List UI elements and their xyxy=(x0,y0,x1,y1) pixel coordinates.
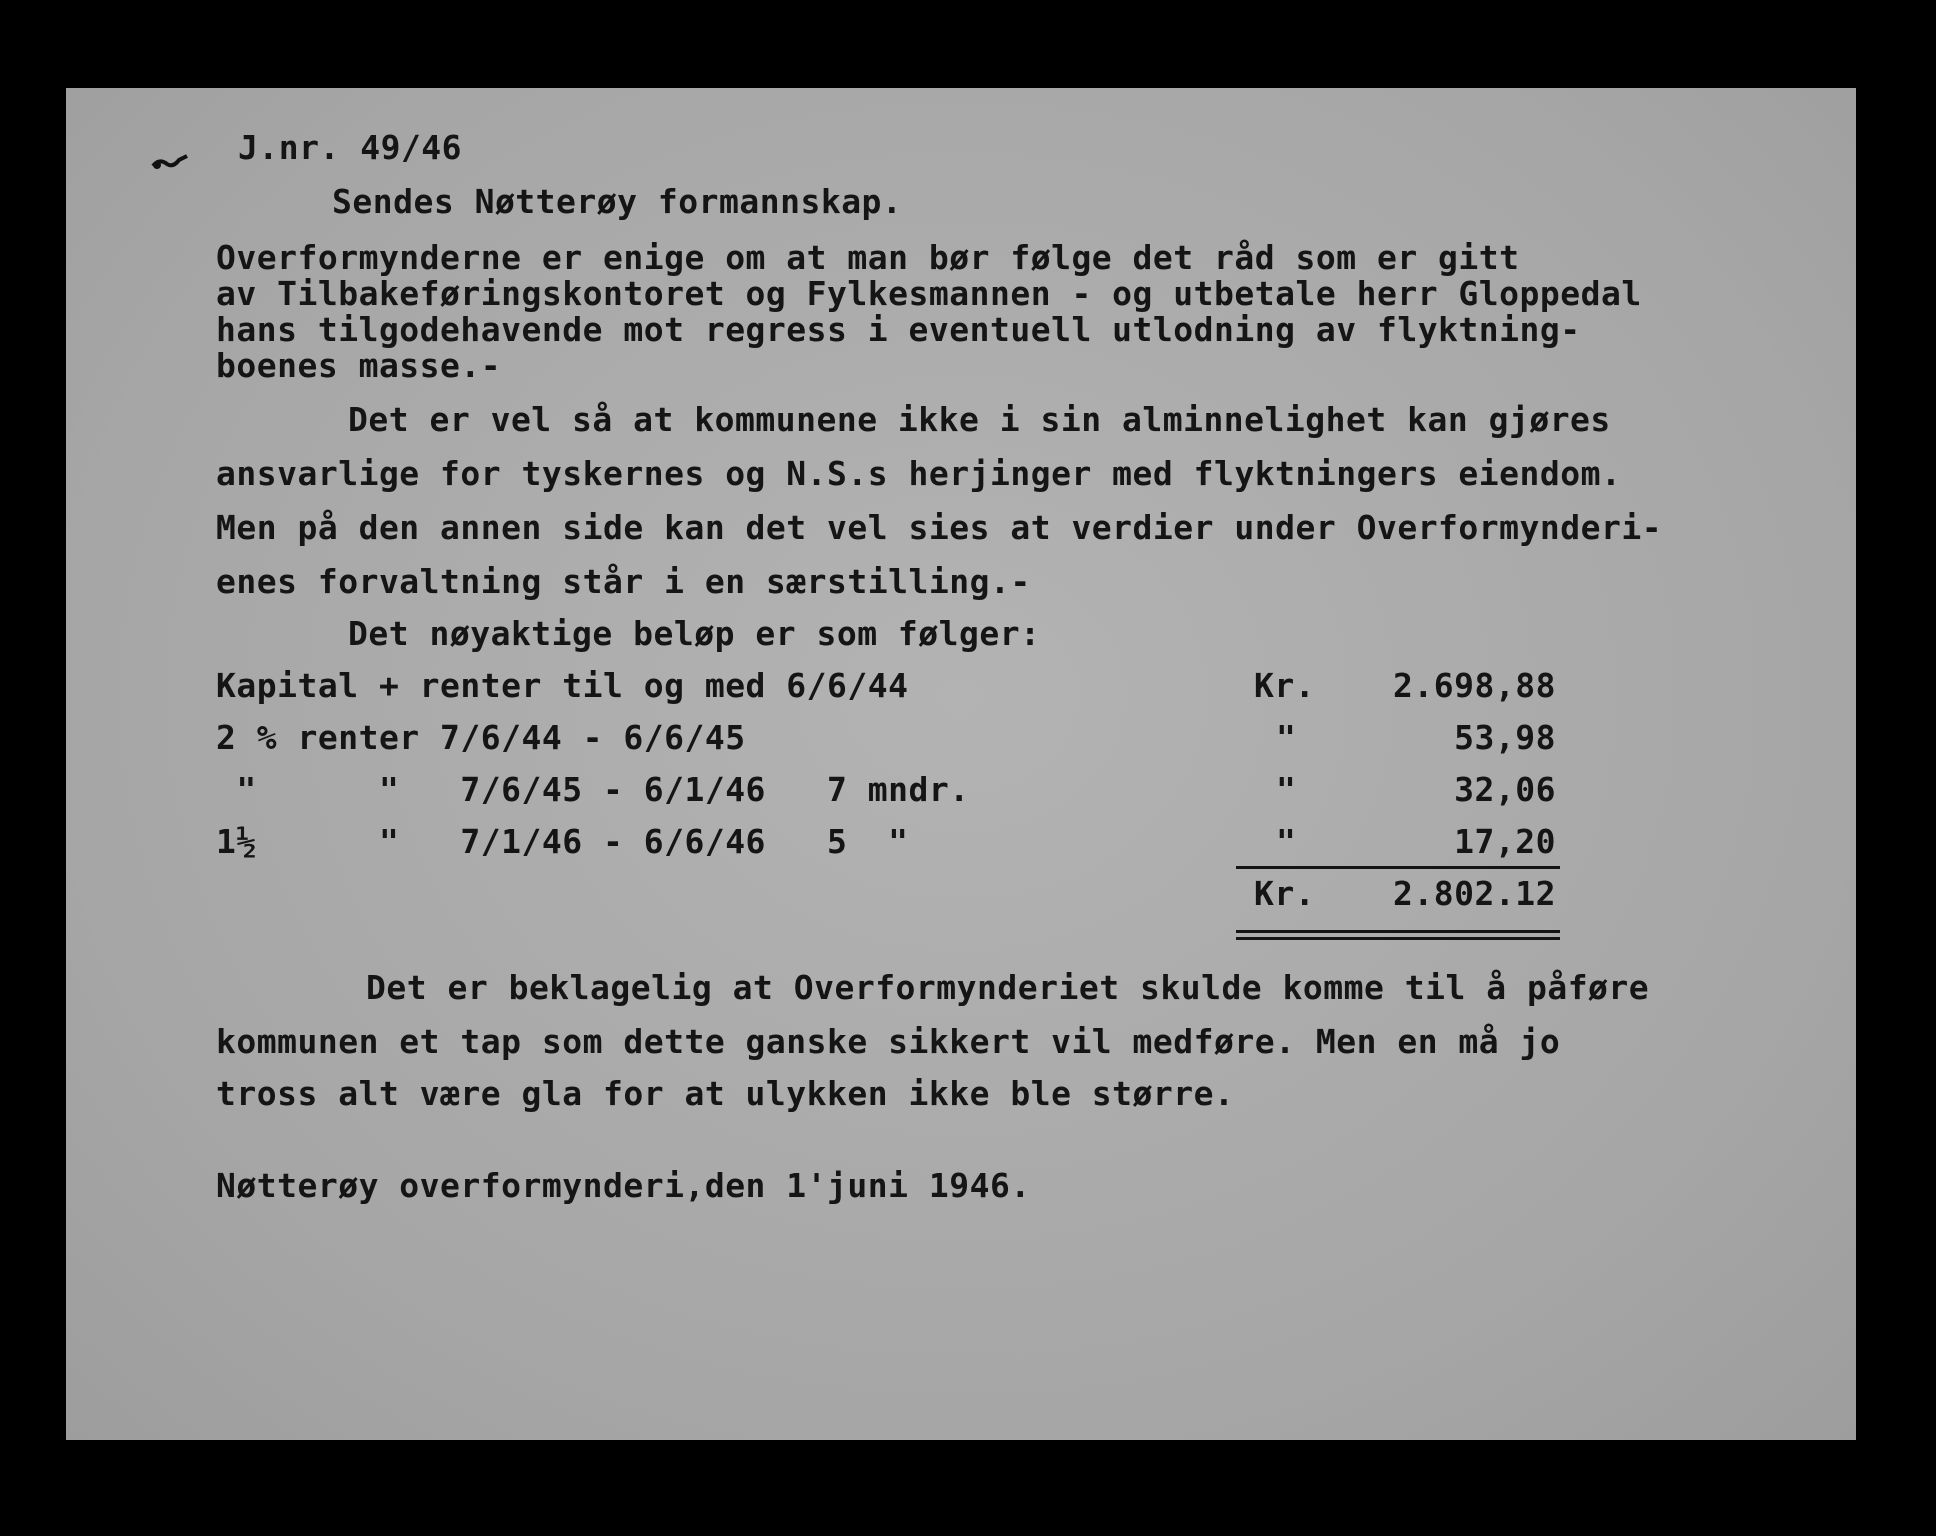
sum-divider xyxy=(1236,866,1560,869)
amount-row-3-label: " " 7/6/45 - 6/1/46 7 mndr. xyxy=(216,770,970,809)
paragraph1-line-1: Overformynderne er enige om at man bør følge det råd som er gitt xyxy=(216,238,1520,277)
paragraph3-line-2: kommunen et tap som dette ganske sikkert vil medføre. Men en må jo xyxy=(216,1022,1561,1061)
amount-row-4-prefix: " xyxy=(1276,822,1297,861)
amount-row-4-value: 17,20 xyxy=(1454,822,1556,861)
paragraph2-line-2: ansvarlige for tyskernes og N.S.s herjinger med flyktningers eiendom. xyxy=(216,454,1622,493)
paragraph2-line-1: Det er vel så at kommunene ikke i sin alminnelighet kan gjøres xyxy=(348,400,1611,439)
amount-row-2-label: 2 % renter 7/6/44 - 6/6/45 xyxy=(216,718,746,757)
amount-row-1-value: 2.698,88 xyxy=(1393,666,1556,705)
total-value: 2.802.12 xyxy=(1393,874,1556,913)
amount-row-4-label: 1½ " 7/1/46 - 6/6/46 5 " xyxy=(216,822,909,861)
total-underline-2 xyxy=(1236,937,1560,940)
amount-row-2-value: 53,98 xyxy=(1454,718,1556,757)
amount-row-3-value: 32,06 xyxy=(1454,770,1556,809)
paragraph3-line-1: Det er beklagelig at Overformynderiet skulde komme til å påføre xyxy=(366,968,1650,1007)
paragraph1-line-3: hans tilgodehavende mot regress i eventuell utlodning av flyktning- xyxy=(216,310,1581,349)
document-page xyxy=(66,88,1856,1440)
paragraph1-line-4: boenes masse.- xyxy=(216,346,502,385)
amount-row-1-prefix: Kr. xyxy=(1254,666,1316,705)
total-underline-1 xyxy=(1236,930,1560,933)
paragraph3-line-3: tross alt være gla for at ulykken ikke ble større. xyxy=(216,1074,1235,1113)
paragraph2-line-4: enes forvaltning står i en særstilling.- xyxy=(216,562,1031,601)
recipient-line: Sendes Nøtterøy formannskap. xyxy=(332,182,903,221)
amount-row-2-prefix: " xyxy=(1276,718,1297,757)
paragraph2-line-3: Men på den annen side kan det vel sies at verdier under Overformynderi- xyxy=(216,508,1663,547)
total-prefix: Kr. xyxy=(1254,874,1316,913)
amount-row-3-prefix: " xyxy=(1276,770,1297,809)
paragraph1-line-2: av Tilbakeføringskontoret og Fylkesmannen - og utbetale herr Gloppedal xyxy=(216,274,1642,313)
journal-number: J.nr. 49/46 xyxy=(238,128,463,167)
signature-line: Nøtterøy overformynderi,den 1'juni 1946. xyxy=(216,1166,1031,1205)
amount-row-1-label: Kapital + renter til og med 6/6/44 xyxy=(216,666,909,705)
amount-intro: Det nøyaktige beløp er som følger: xyxy=(348,614,1041,653)
pen-mark-icon xyxy=(151,152,191,174)
